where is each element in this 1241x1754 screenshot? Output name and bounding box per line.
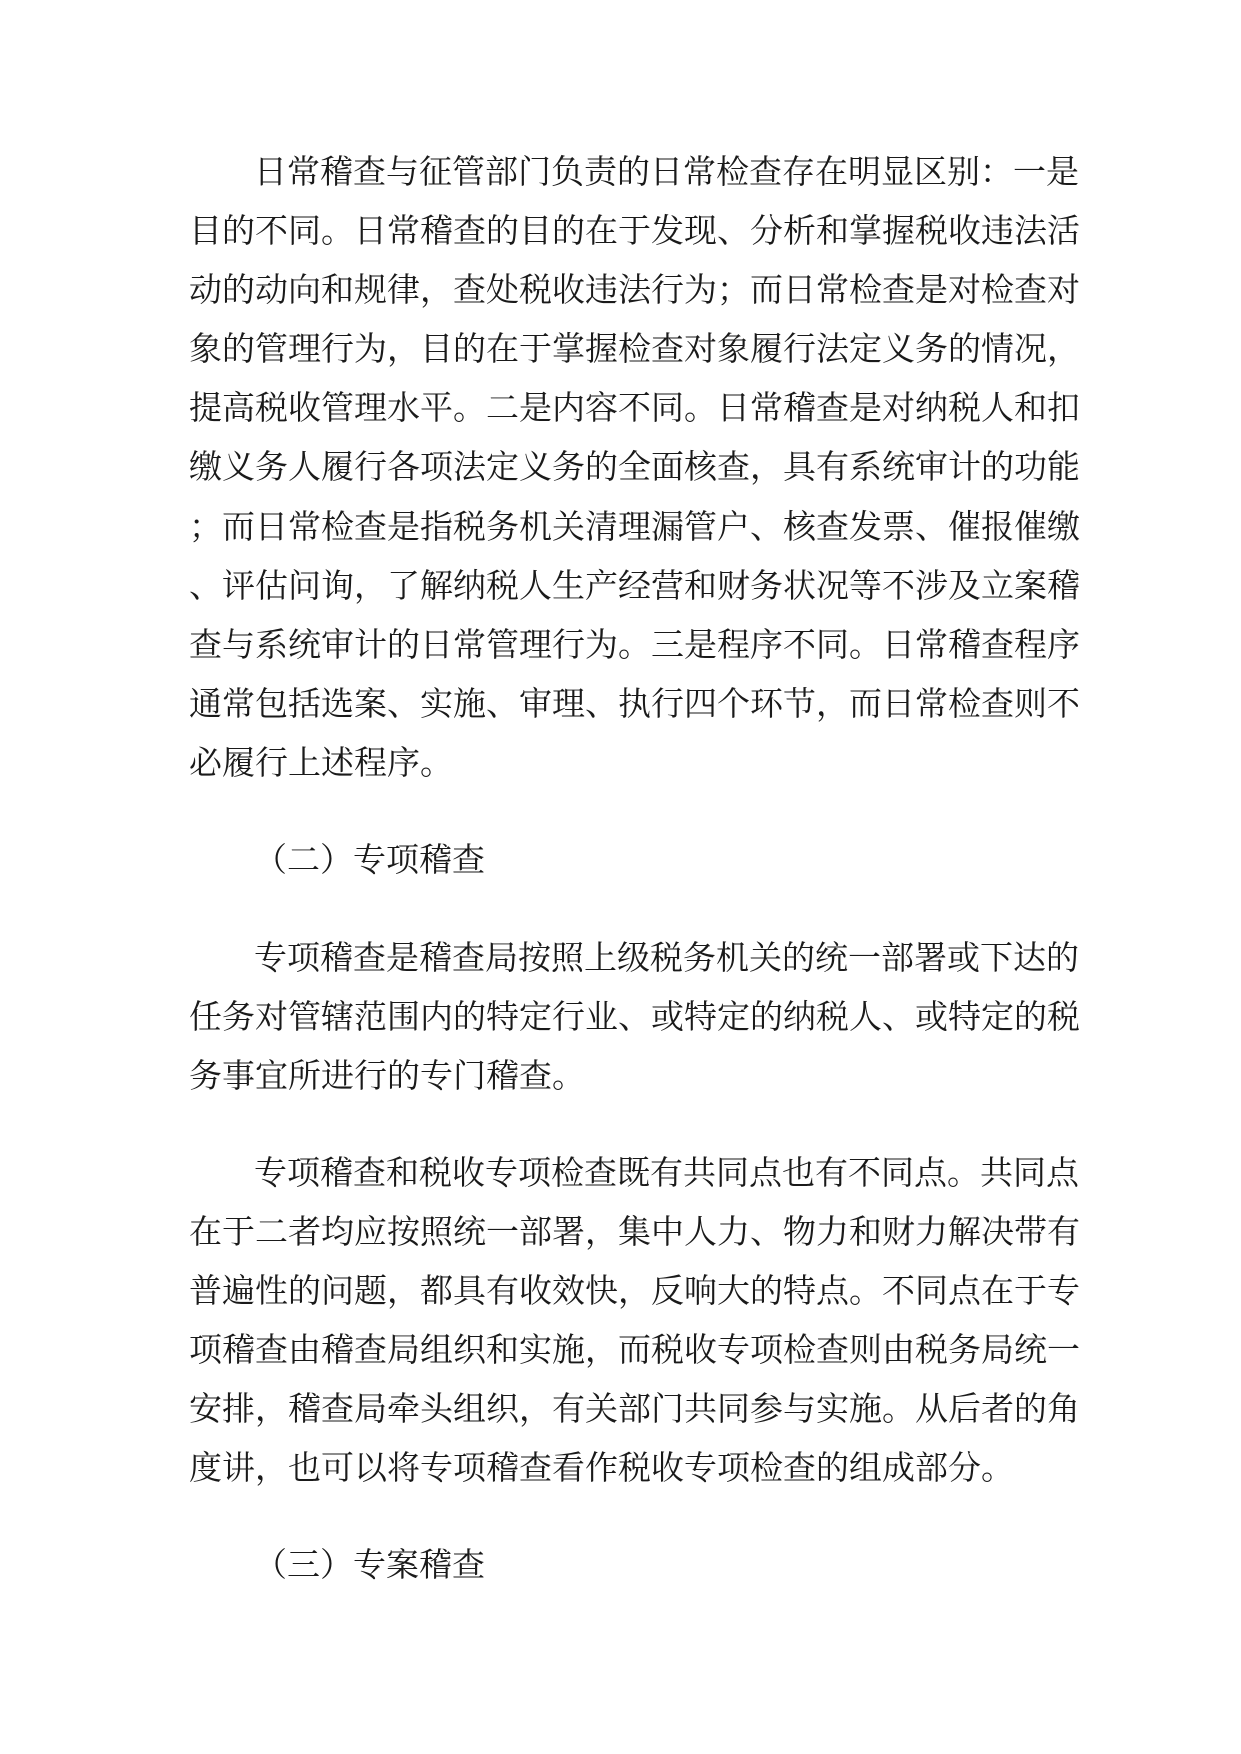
text-line: 日常稽查与征管部门负责的日常检查存在明显区别：一是 [254, 152, 1079, 191]
section-heading-case-audit: （三）专案稽查 [254, 1545, 485, 1584]
text-line: 提高税收管理水平。二是内容不同。日常稽查是对纳税人和扣 [189, 388, 1080, 427]
text-line: 缴义务人履行各项法定义务的全面核查，具有系统审计的功能 [189, 447, 1080, 486]
text-line: 任务对管辖范围内的特定行业、或特定的纳税人、或特定的税 [189, 997, 1080, 1036]
text-line: 在于二者均应按照统一部署，集中人力、物力和财力解决带有 [189, 1212, 1080, 1251]
text-line: 专项稽查是稽查局按照上级税务机关的统一部署或下达的 [254, 938, 1079, 977]
text-line: 度讲，也可以将专项稽查看作税收专项检查的组成部分。 [189, 1448, 1014, 1487]
text-line: 必履行上述程序。 [189, 743, 453, 782]
text-line: ；而日常检查是指税务机关清理漏管户、核查发票、催报催缴 [189, 507, 1080, 546]
text-line: 安排，稽查局牵头组织，有关部门共同参与实施。从后者的角 [189, 1389, 1080, 1428]
text-line: 务事宜所进行的专门稽查。 [189, 1056, 585, 1095]
text-line: 通常包括选案、实施、审理、执行四个环节，而日常检查则不 [189, 684, 1080, 723]
text-line: 象的管理行为，目的在于掌握检查对象履行法定义务的情况， [189, 329, 1080, 368]
text-line: 项稽查由稽查局组织和实施，而税收专项检查则由税务局统一 [189, 1330, 1080, 1369]
text-line: 目的不同。日常稽查的目的在于发现、分析和掌握税收违法活 [189, 211, 1080, 250]
text-line: 查与系统审计的日常管理行为。三是程序不同。日常稽查程序 [189, 625, 1080, 664]
text-line: 动的动向和规律，查处税收违法行为；而日常检查是对检查对 [189, 270, 1080, 309]
text-line: 专项稽查和税收专项检查既有共同点也有不同点。共同点 [254, 1153, 1079, 1192]
text-line: 、评估问询，了解纳税人生产经营和财务状况等不涉及立案稽 [189, 566, 1080, 605]
text-line: 普遍性的问题，都具有收效快，反响大的特点。不同点在于专 [189, 1271, 1080, 1310]
section-heading-special-audit: （二）专项稽查 [254, 840, 485, 879]
